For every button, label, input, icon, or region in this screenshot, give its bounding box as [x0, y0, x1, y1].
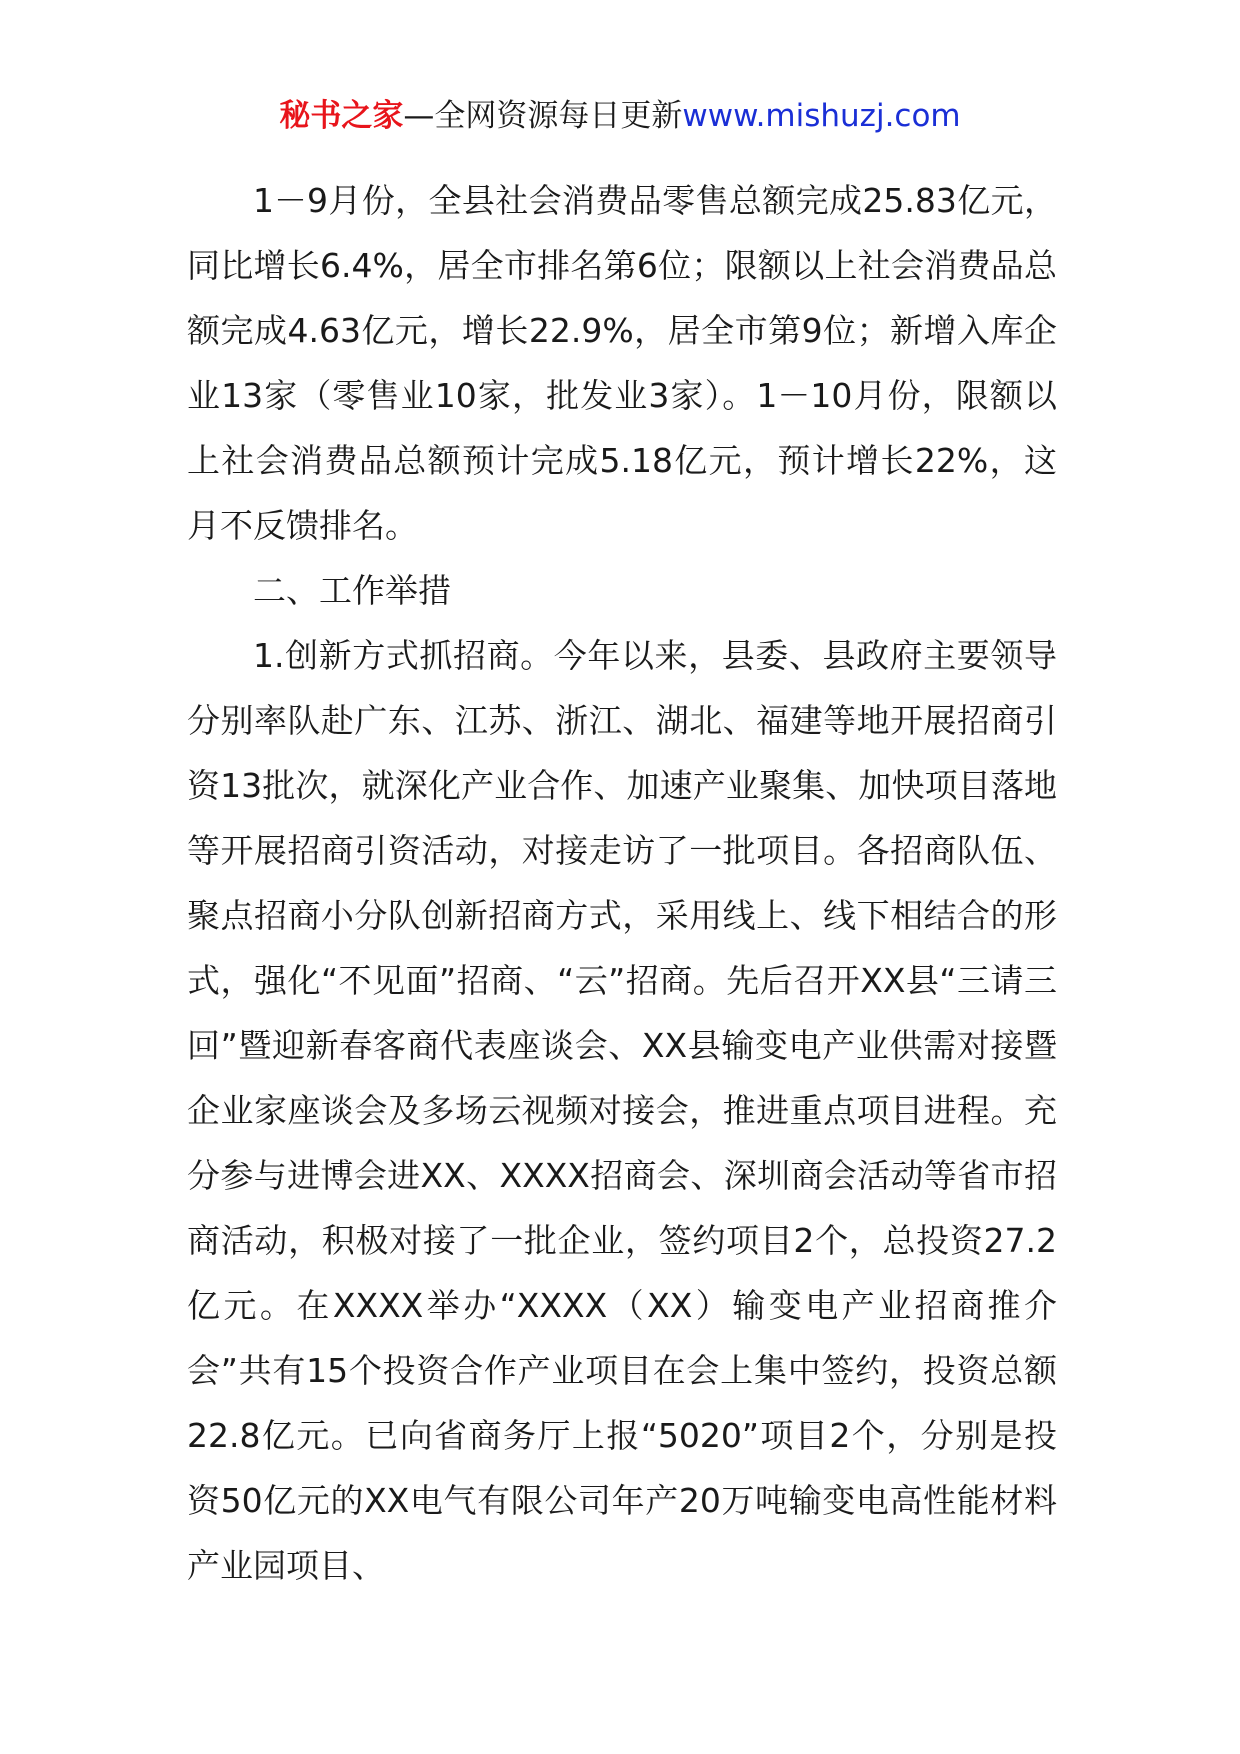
- site-header: [0, 96, 1240, 136]
- section-heading-work-measures: 二、工作举措: [253, 571, 451, 610]
- header-tagline: —全网资源每日更新: [403, 98, 683, 134]
- paragraph-investment-promotion: 1.创新方式抓招商。今年以来，县委、县政府主要领导分别率队赴广东、江苏、浙江、湖北、福建等地开展招商引资13批次，就深化产业合作、加速产业聚集、加快项目落地等开展招商引资活动，对接走访了一批项目。各招商队伍、聚点招商小分队创新招商方式，采用线上、线下相结合的形式，强化“不见面”招商、“云”招商。先后召开XX县“三请三回”暨迎新春客商代表座谈会、XX县输变电产业供需对接暨企业家座谈会及多场云视频对接会，推进重点项目进程。充分参与进博会进XX、XXXX招商会、深圳商会活动等省市招商活动，积极对接了一批企业，签约项目2个，总投资27.2亿元。在XXXX举办“XXXX（XX）输变电产业招商推介会”共有15个投资合作产业项目在会上集中签约，投资总额22.8亿元。已向省商务厅上报“5020”项目2个，分别是投资50亿元的XX电气有限公司年产20万吨输变电高性能材料产业园项目、: [187, 636, 1057, 1585]
- site-url-link[interactable]: www.mishuzj.com: [682, 98, 961, 134]
- brand-name: 秘书之家: [279, 98, 404, 134]
- paragraph-sales-summary: 1－9月份，全县社会消费品零售总额完成25.83亿元，同比增长6.4%，居全市排名第6位；限额以上社会消费品总额完成4.63亿元，增长22.9%，居全市第9位；新增入库企业13家（零售业10家，批发业3家）。1－10月份，限额以上社会消费品总额预计完成5.18亿元，预计增长22%，这月不反馈排名。: [187, 181, 1057, 545]
- document-body: [187, 168, 1057, 1598]
